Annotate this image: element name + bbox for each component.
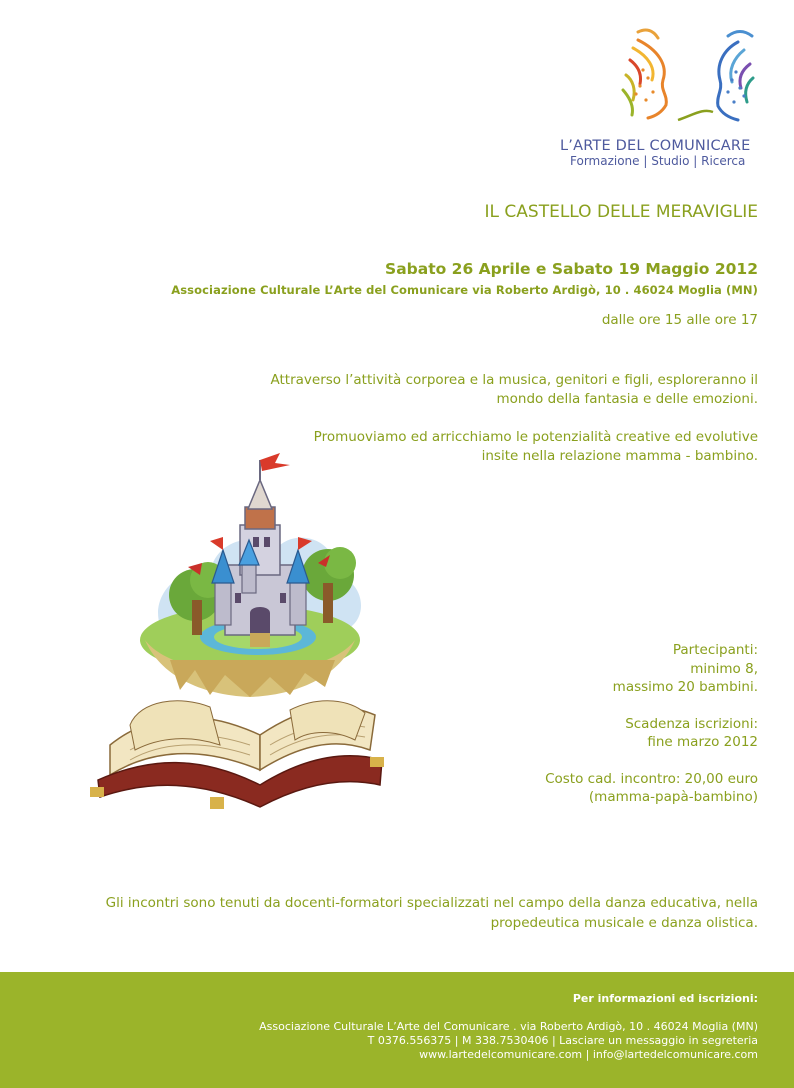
castle-book-illustration xyxy=(90,445,390,815)
logo-subtitle: Formazione | Studio | Ricerca xyxy=(570,154,746,168)
cost-note: (mamma-papà-bambino) xyxy=(588,789,758,805)
description-line: insite nella relazione mamma - bambino. xyxy=(481,448,758,464)
participants-label: Partecipanti: xyxy=(672,642,758,658)
closing-line: Gli incontri sono tenuti da docenti-formatori specializzati nel campo della danza educativa, nella xyxy=(105,895,758,911)
footer-heading: Per informazioni ed iscrizioni: xyxy=(572,992,758,1005)
event-dates: Sabato 26 Aprile e Sabato 19 Maggio 2012 xyxy=(385,260,758,278)
event-hours: dalle ore 15 alle ore 17 xyxy=(601,312,758,328)
logo-title: L’ARTE DEL COMUNICARE xyxy=(560,138,751,154)
participants-min: minimo 8, xyxy=(690,660,758,677)
brand-logo xyxy=(538,20,778,180)
deadline-value: fine marzo 2012 xyxy=(647,734,758,750)
castle-on-open-book-icon xyxy=(90,445,390,815)
description-line: Promuoviamo ed arricchiamo le potenzialità creative ed evolutive xyxy=(313,429,758,445)
footer-web-email[interactable]: www.lartedelcomunicare.com | info@lartedelcomunicare.com xyxy=(419,1048,758,1061)
deadline-label: Scadenza iscrizioni: xyxy=(625,715,758,732)
faces-logo-icon xyxy=(538,20,778,140)
footer-phones: T 0376.556375 | M 338.7530406 | Lasciare un messaggio in segreteria xyxy=(367,1034,758,1047)
closing-paragraph xyxy=(106,893,758,933)
description-line: mondo della fantasia e delle emozioni. xyxy=(496,391,758,407)
footer-contact-lines xyxy=(259,1020,758,1062)
event-address: Associazione Culturale L’Arte del Comunicare via Roberto Ardigò, 10 . 46024 Moglia (MN) xyxy=(171,283,758,297)
event-title: IL CASTELLO DELLE MERAVIGLIE xyxy=(484,202,758,222)
footer-contact-bar xyxy=(0,972,794,1088)
description-paragraph-1 xyxy=(271,371,759,409)
closing-line: propedeutica musicale e danza olistica. xyxy=(490,915,758,931)
participants-max: massimo 20 bambini. xyxy=(612,679,758,695)
footer-address: Associazione Culturale L’Arte del Comunicare . via Roberto Ardigò, 10 . 46024 Moglia (MN) xyxy=(259,1020,758,1033)
description-line: Attraverso l’attività corporea e la musica, genitori e figli, esploreranno il xyxy=(270,372,758,388)
event-info xyxy=(545,641,758,807)
cost-label: Costo cad. incontro: 20,00 euro xyxy=(545,770,758,787)
